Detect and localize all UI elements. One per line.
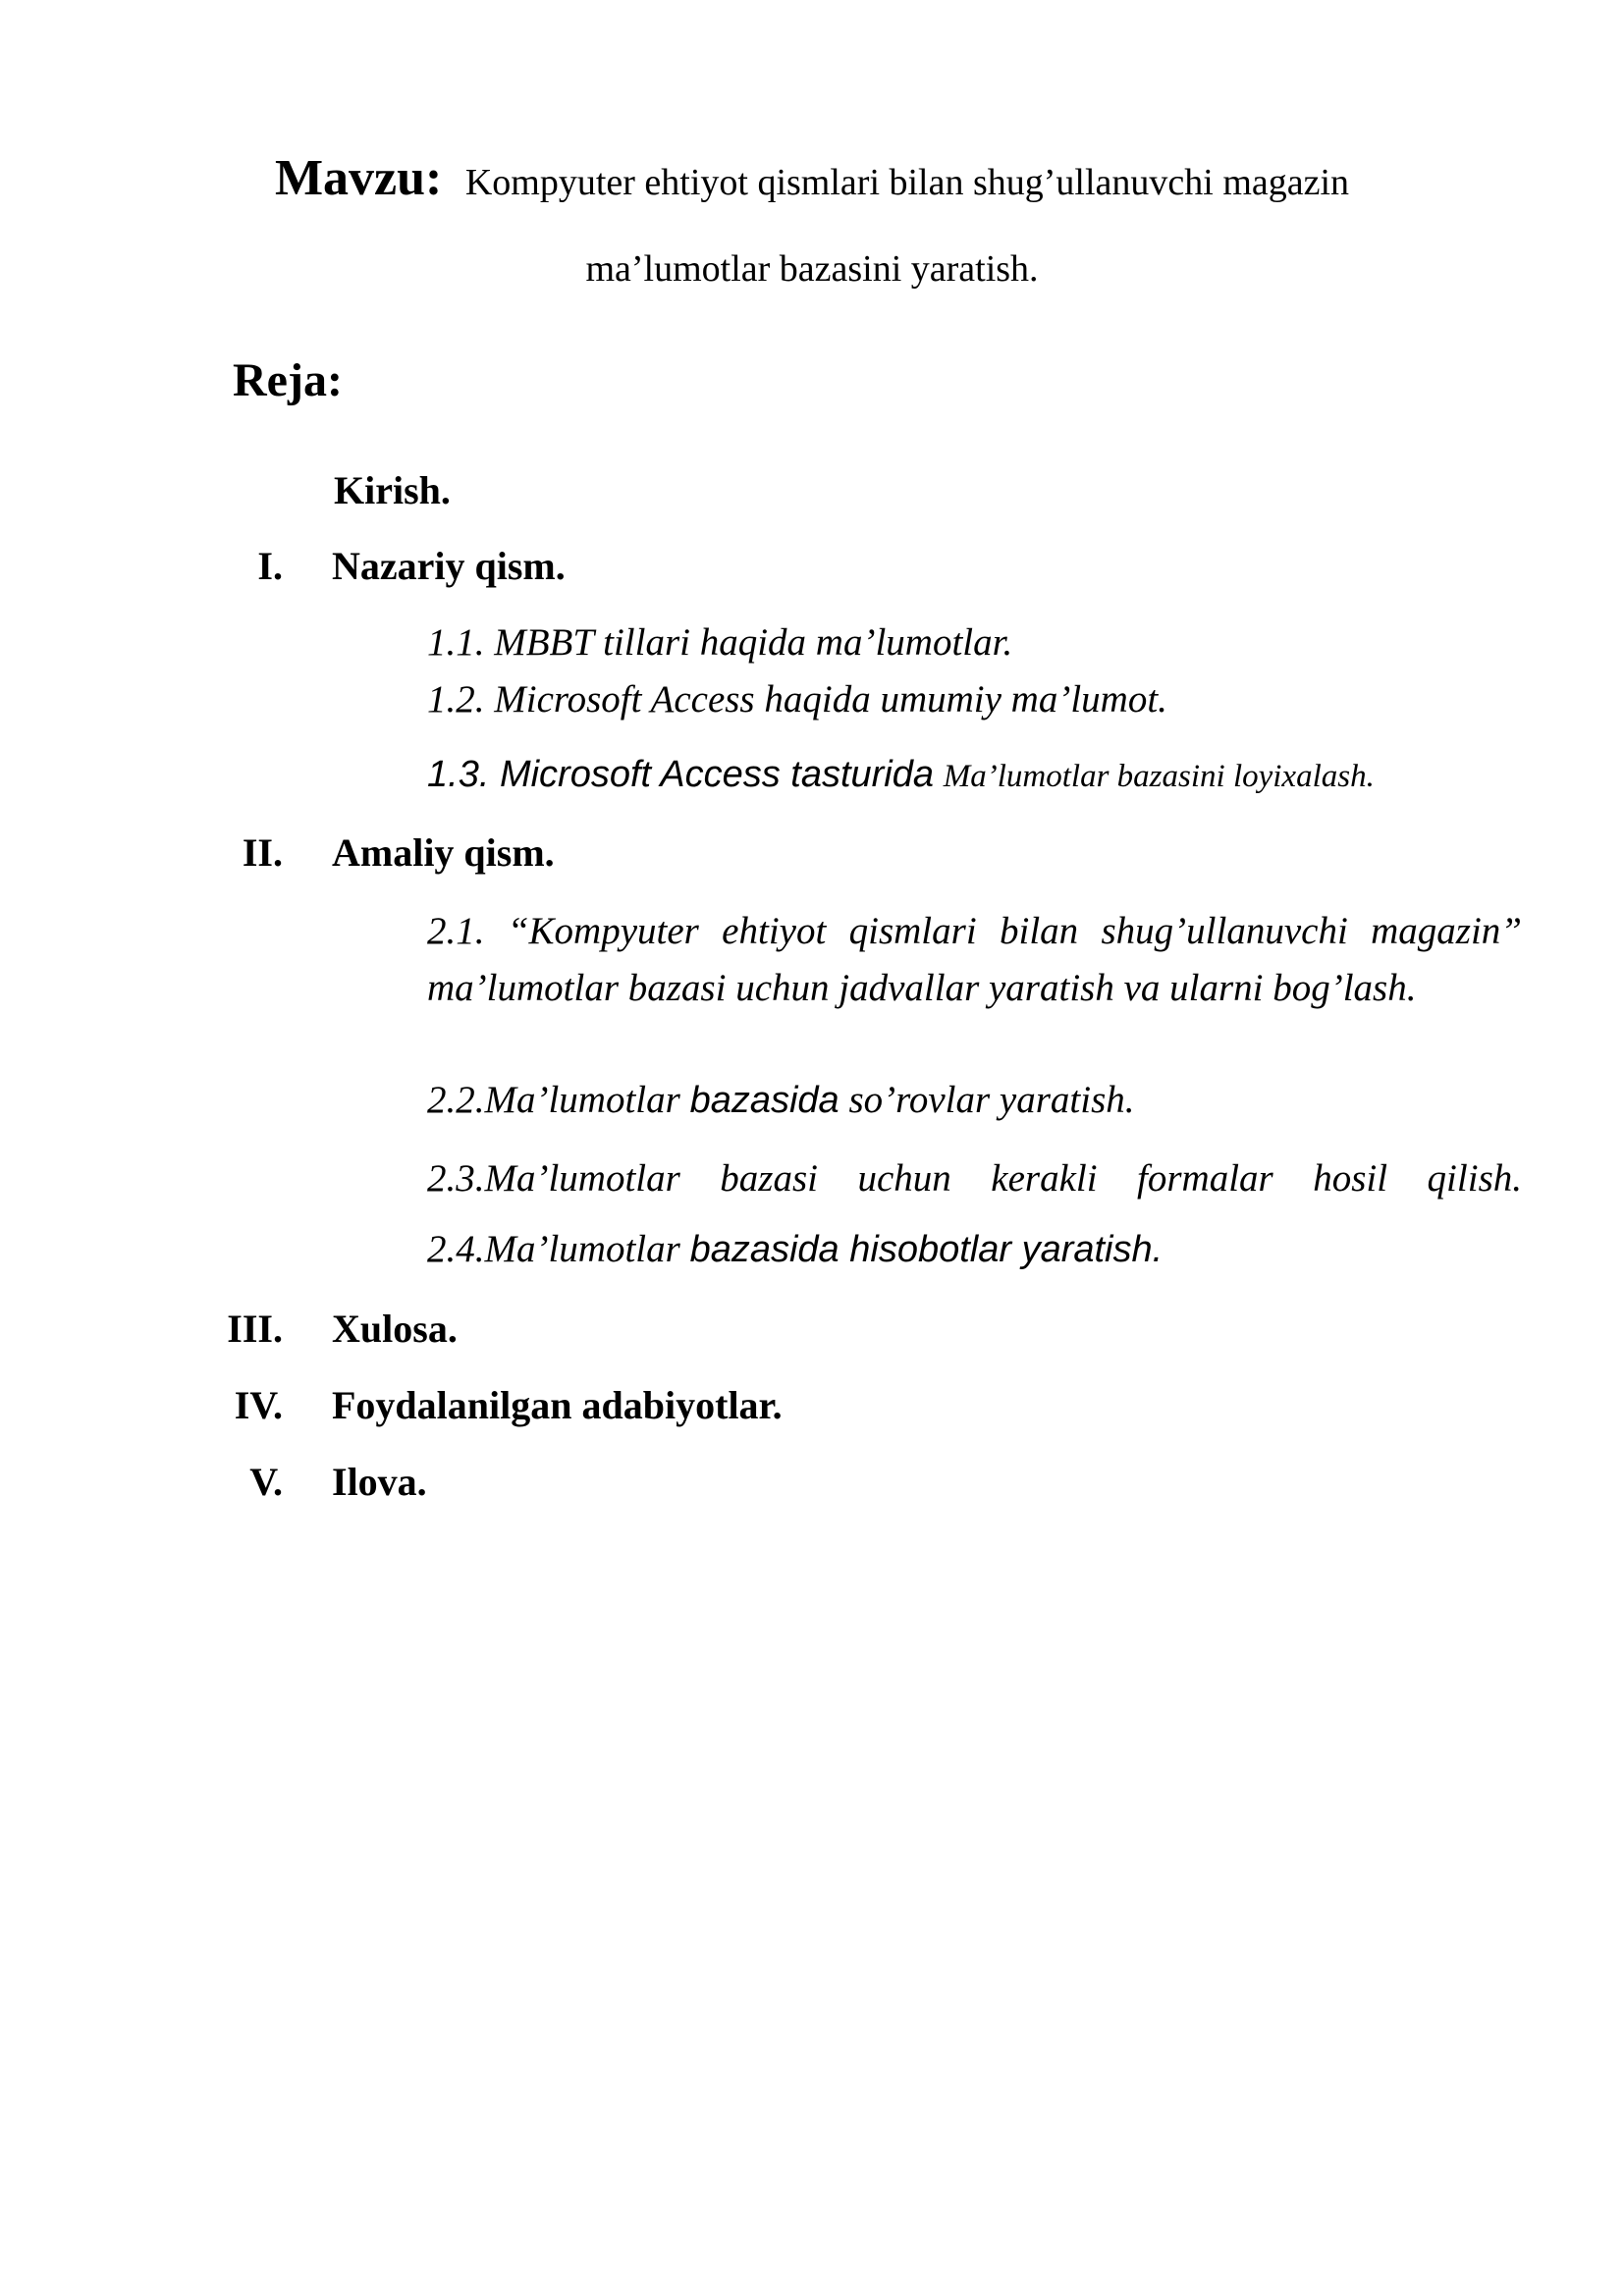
subsection-2-4 [427, 1227, 1163, 1271]
subsection-1-3 [427, 752, 1375, 796]
topic-title-line-1: Kompyuter ehtiyot qismlari bilan shug’ullanuvchi magazin [464, 162, 1350, 203]
section-title-3: Xulosa. [332, 1307, 458, 1351]
topic-block [0, 149, 1624, 298]
subsection-1-2: 1.2. Microsoft Access haqida umumiy ma’lumot. [427, 678, 1167, 721]
subsection-1-3-prefix: 1.3. Microsoft Access tasturida [427, 754, 935, 795]
topic-label: Mavzu: [274, 150, 443, 206]
subsection-2-1: 2.1. “Kompyuter ehtiyot qismlari bilan shug’ullanuvchi magazin” ma’lumotlar bazasi uchun jadvallar yaratish va ularni bog’lash. [427, 910, 1522, 1009]
section-numeral-3: III. [227, 1307, 283, 1351]
topic-title-line-2: ma’lumotlar bazasini yaratish. [585, 248, 1039, 290]
subsection-2-2-suffix: so’rovlar yaratish. [848, 1079, 1135, 1121]
subsection-2-2 [427, 1078, 1135, 1122]
subsection-2-2-prefix: 2.2.Ma’lumotlar [427, 1079, 680, 1121]
subsection-2-4-middle: bazasida hisobotlar yaratish. [689, 1229, 1164, 1270]
section-title-5: Ilova. [332, 1460, 427, 1504]
subsection-2-3: 2.3.Ma’lumotlar bazasi uchun kerakli formalar hosil qilish. [427, 1157, 1522, 1200]
section-numeral-5: V. [249, 1460, 283, 1504]
section-numeral-1: I. [257, 544, 283, 588]
section-title-4: Foydalanilgan adabiyotlar. [332, 1383, 783, 1427]
section-title-2: Amaliy qism. [332, 830, 555, 875]
subsection-2-2-middle: bazasida [689, 1080, 839, 1121]
section-numeral-2: II. [242, 830, 283, 875]
subsection-1-3-suffix: Ma’lumotlar bazasini loyixalash. [943, 759, 1375, 794]
plan-intro: Kirish. [334, 468, 451, 512]
subsection-2-4-prefix: 2.4.Ma’lumotlar [427, 1228, 680, 1270]
topic-line-1 [0, 149, 1624, 212]
plan-heading: Reja: [233, 354, 343, 406]
section-title-1: Nazariy qism. [332, 544, 566, 588]
section-numeral-4: IV. [234, 1383, 283, 1427]
subsection-1-1: 1.1. MBBT tillari haqida ma’lumotlar. [427, 621, 1013, 664]
